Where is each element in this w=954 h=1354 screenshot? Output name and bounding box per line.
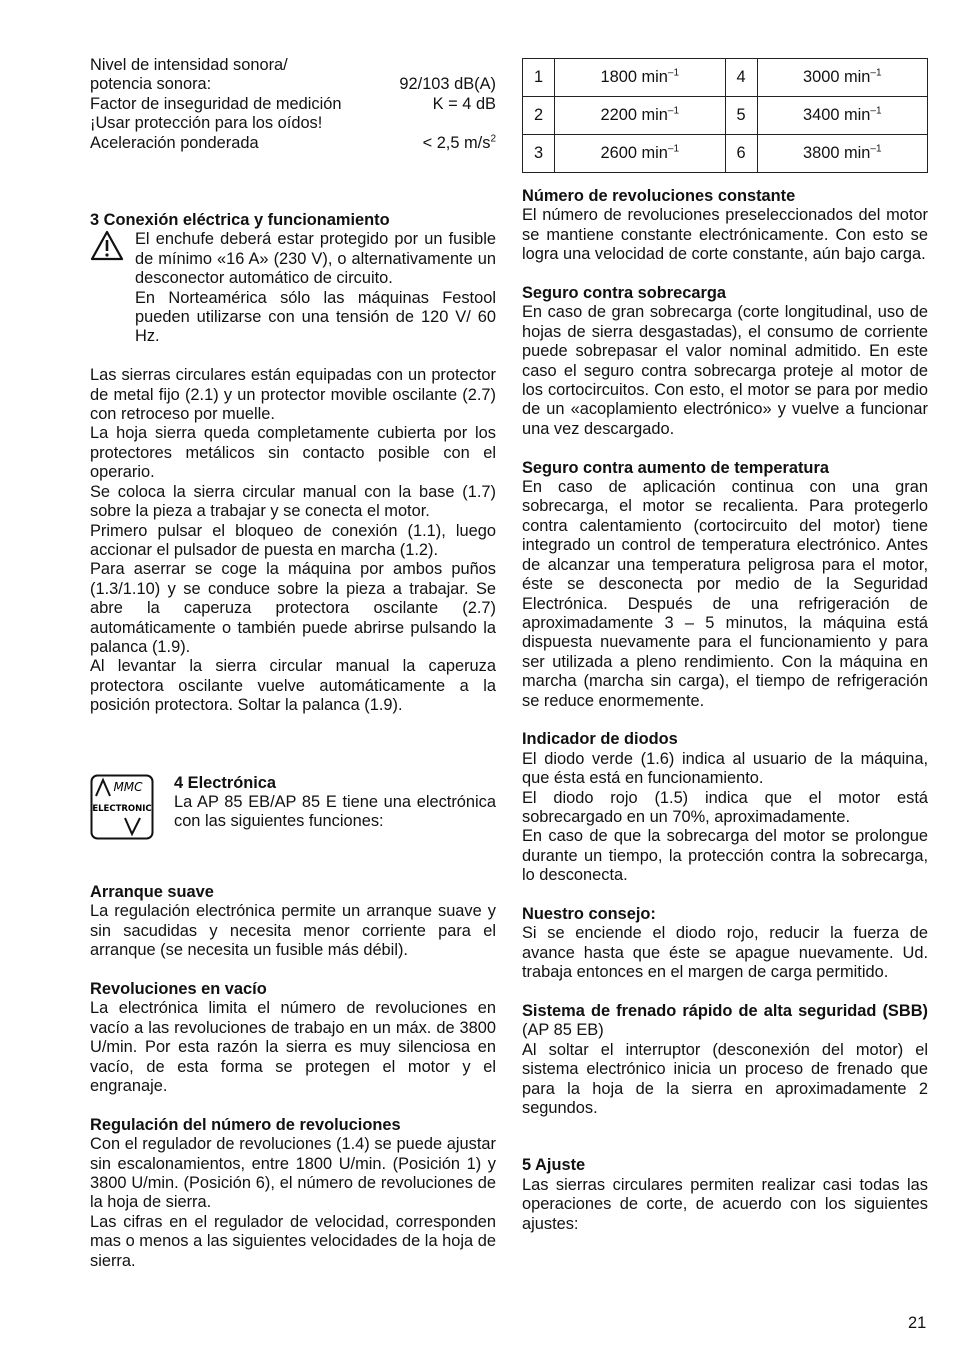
- sbb-heading: Sistema de frenado rápido de alta seguridad (SBB): [522, 1001, 928, 1020]
- noise-value: 92/103 dB(A): [399, 75, 496, 94]
- diodes-text: El diodo rojo (1.5) indica que el motor está sobrecargado en un 70%, aproximadamente.: [522, 788, 928, 826]
- speed-cell: 3000 $\min^{-1}$: [757, 59, 928, 97]
- speed-cell: 3400 $\min^{-1}$: [757, 97, 928, 135]
- section-3-paragraph: Primero pulsar el bloqueo de conexión (1.1), luego accionar el pulsador de puesta en marcha (1.2).: [90, 521, 496, 559]
- position-cell: 2: [523, 97, 555, 135]
- section-3-paragraph: La hoja sierra queda completamente cubierta por los protectores metálicos sin contacto posible con el operario.: [90, 424, 496, 482]
- advice-text: Si se enciende el diodo rojo, reducir la fuerza de avance hasta que éste se apague nuevamente. Ud. trabaja entonces en el margen de carga permitido.: [522, 924, 928, 982]
- position-cell: 3: [523, 135, 555, 173]
- ear-protection-note: ¡Usar protección para los oídos!: [90, 114, 323, 133]
- section-3-paragraph: Al levantar la sierra circular manual la caperuza protectora oscilante vuelve automáticamente a la posición protectora. Soltar la palanca (1.9).: [90, 657, 496, 715]
- acceleration-label: Aceleración ponderada: [90, 133, 259, 152]
- speed-table: [522, 58, 928, 173]
- acceleration-value: < 2,5 $m/s^2$: [422, 133, 496, 152]
- noise-row: [90, 75, 496, 94]
- svg-text:ELECTRONIC: ELECTRONIC: [92, 803, 152, 814]
- idle-speed-text: La electrónica limita el número de revoluciones en vacío a las revoluciones de trabajo en un máx. de 3800 U/min. Por esta razón la sierra es muy silenciosa en vacío, de esta forma se protegen el motor y el engranaje.: [90, 999, 496, 1096]
- section-5-text: Las sierras circulares permiten realizar casi todas las operaciones de corte, de acuerdo con los siguientes ajustes:: [522, 1175, 928, 1233]
- section-3-paragraph: Para aserrar se coge la máquina por ambos puños (1.3/1.10) y se conduce sobre la pieza a trabajar. Se abre la caperuza protectora oscilante (2.7) automáticamente o también puede abrirse pulsando la palanca (1.9).: [90, 560, 496, 656]
- constant-speed-text: El número de revoluciones preseleccionados del motor se mantiene constante electrónicamente. Con esto se logra una velocidad de corte constante, aún bajo carga.: [522, 206, 928, 264]
- specifications: [90, 56, 496, 153]
- section-4-intro: La AP 85 EB/AP 85 E tiene una electrónica con las siguientes funciones:: [174, 792, 496, 831]
- uncertainty-label: Factor de inseguridad de medición: [90, 94, 342, 113]
- uncertainty-row: [90, 95, 496, 114]
- warning-block: [90, 230, 496, 346]
- speed-regulation-text: Las cifras en el regulador de velocidad, corresponden mas o menos a las siguientes velocidades de la hoja de sierra.: [90, 1212, 496, 1270]
- right-column: [522, 56, 928, 1234]
- electronics-block: [90, 774, 496, 845]
- speed-regulation-heading: Regulación del número de revoluciones: [90, 1115, 401, 1134]
- uncertainty-value: K = 4 dB: [432, 94, 496, 113]
- idle-speed-heading: Revoluciones en vacío: [90, 980, 267, 998]
- section-3-paragraph: Las sierras circulares están equipadas con un protector de metal fijo (2.1) y un protector movible oscilante (2.7) con retroceso por muelle.: [90, 366, 496, 424]
- noise-label-1: Nivel de intensidad sonora/: [90, 56, 288, 74]
- noise-label-2: potencia sonora:: [90, 75, 212, 94]
- diodes-heading: Indicador de diodos: [522, 730, 678, 749]
- warning-text-north-america: En Norteamérica sólo las máquinas Festool pueden utilizarse con una tensión de 120 V/ 60 Hz.: [135, 288, 496, 346]
- position-cell: 6: [725, 135, 757, 173]
- overload-text: En caso de gran sobrecarga (corte longitudinal, uso de hojas de sierra desgastadas), el consumo de corriente puede sobrepasar el valor nominal admitido. En este caso el seguro contra sobrecarga proteje al motor de los cortocircuitos. Con esto, el motor se para por medio de un «acoplamiento electrónico» y vuelve a funcionar una vez descargado.: [522, 303, 928, 438]
- speed-cell: 3800 $\min^{-1}$: [757, 135, 928, 173]
- speed-cell: 2600 $\min^{-1}$: [555, 135, 726, 173]
- acceleration-row: [90, 134, 496, 153]
- overload-heading: Seguro contra sobrecarga: [522, 284, 727, 303]
- sbb-heading-line: [522, 1002, 928, 1041]
- section-3-heading: 3 Conexión eléctrica y funcionamiento: [90, 211, 390, 230]
- soft-start-text: La regulación electrónica permite un arranque suave y sin sacudidas y necesita menor corriente para el arranque (se necesita un fusible más débil).: [90, 902, 496, 960]
- position-cell: 5: [725, 97, 757, 135]
- sbb-text: Al soltar el interruptor (desconexión del motor) el sistema electrónico inicia un proceso de frenado que para la hoja de la sierra en aproximadamente 2 segundos.: [522, 1040, 928, 1118]
- table-row: [523, 135, 928, 173]
- position-cell: 4: [725, 59, 757, 97]
- svg-text:MMC: MMC: [113, 779, 143, 794]
- temperature-heading: Seguro contra aumento de temperatura: [522, 458, 829, 477]
- position-cell: 1: [523, 59, 555, 97]
- warning-text-fuse: El enchufe deberá estar protegido por un fusible de mínimo «16 A» (230 V), o alternativamente un desconector automático de circuito.: [135, 230, 496, 288]
- speed-cell: 1800 $\min^{-1}$: [555, 59, 726, 97]
- electronic-mmc-icon: [90, 774, 174, 845]
- speed-cell: 2200 $\min^{-1}$: [555, 97, 726, 135]
- left-column: [90, 56, 496, 1271]
- page-number: 21: [908, 1314, 927, 1332]
- sbb-model: (AP 85 EB): [522, 1021, 604, 1040]
- section-3-paragraph: Se coloca la sierra circular manual con la base (1.7) sobre la pieza a trabajar y se conecta el motor.: [90, 482, 496, 521]
- table-row: [523, 97, 928, 135]
- advice-heading: Nuestro consejo:: [522, 904, 656, 923]
- diodes-text: En caso de que la sobrecarga del motor se prolongue durante un tiempo, la protección contra la sobrecarga, lo desconecta.: [522, 827, 928, 885]
- soft-start-heading: Arranque suave: [90, 882, 214, 901]
- constant-speed-heading: Número de revoluciones constante: [522, 187, 796, 205]
- temperature-text: En caso de aplicación continua con una gran sobrecarga, el motor se recalienta. Para protegerlo contra calentamiento (cortocircuito del motor) tiene integrado un control de temperatura electrónico. Antes de alcanzar una temperatura peligrosa para el motor, éste se desconecta por medio de la Seguridad Electrónica. Después de una refrigeración de aproximadamente 3 – 5 minutos, la máquina está dispuesta nuevamente para el funcionamiento y para ser utilizada a pleno rendimiento. Con la máquina en marcha (marcha sin carga), el tiempo de refrigeración se reduce enormemente.: [522, 478, 928, 710]
- diodes-text: El diodo verde (1.6) indica al usuario de la máquina, que ésta está en funcionamiento.: [522, 749, 928, 788]
- warning-icon: [90, 230, 135, 346]
- table-row: [523, 59, 928, 97]
- section-4-heading: 4 Electrónica: [174, 773, 277, 792]
- section-5-heading: 5 Ajuste: [522, 1156, 586, 1175]
- speed-regulation-text: Con el regulador de revoluciones (1.4) se puede ajustar sin escalonamientos, entre 1800 U/min. (Posición 1) y 3800 U/min. (Posición 6), el número de revoluciones de la hoja de sierra.: [90, 1135, 496, 1212]
